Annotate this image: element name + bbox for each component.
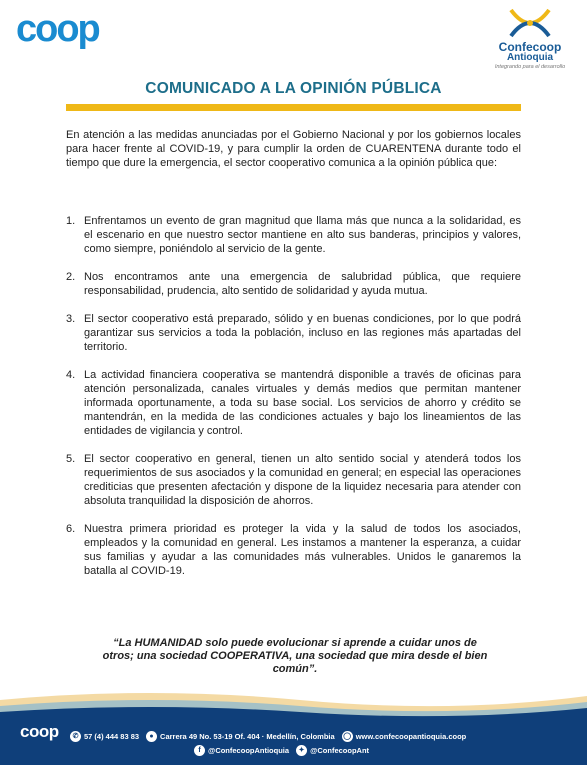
list-item: [66, 368, 521, 438]
footer-social-row: [194, 745, 369, 756]
footer-contact-row: [70, 731, 466, 742]
item-number: 5.: [66, 453, 76, 465]
phone-icon: ✆: [70, 731, 81, 742]
item-number: 6.: [66, 523, 76, 535]
footer-twitter[interactable]: @ConfecoopAnt: [310, 746, 370, 755]
footer-facebook[interactable]: @ConfecoopAntioquia: [208, 746, 290, 755]
item-text: El sector cooperativo en general, tienen un alto sentido social y atenderá todos los requerimientos de sus asociados y la comunidad en general; en especial las operaciones crediticias que presenten afectación y dispone de la liquidez necesaria para atender con absoluta tranquilidad la disposición de ahorros.: [84, 453, 521, 507]
item-text: La actividad financiera cooperativa se mantendrá disponible a través de oficinas para atención personalizada, canales virtuales y demás medios que permitan mantener informada oportunamente, a toda su base social. Los servicios de ahorro y crédito se mantendrán, en la medida de las condiciones actuales y bajo los lineamientos de las entidades de vigilancia y control.: [84, 369, 521, 437]
svg-text:coop: coop: [16, 8, 99, 50]
list-item: [66, 312, 521, 354]
footer-phone: 57 (4) 444 83 83: [84, 732, 140, 741]
logo-name-confecoop: Confecoop: [498, 40, 562, 54]
intro-paragraph: En atención a las medidas anunciadas por el Gobierno Nacional y por los gobiernos locales para hacer frente al COVID-19, y para cumplir la orden de CUARENTENA durante todo el tiempo que dure la emergencia, el sector cooperativo comunica a la opinión pública que:: [66, 129, 521, 169]
coop-logo: [16, 8, 112, 52]
location-pin-icon: ●: [146, 731, 157, 742]
footer-address: Carrera 49 No. 53-19 Of. 404 · Medellín, Colombia: [160, 732, 335, 741]
page-title: COMUNICADO A LA OPINIÓN PÚBLICA: [145, 80, 442, 97]
list-item: [66, 452, 521, 508]
item-text: Nuestra primera prioridad es proteger la vida y la salud de todos los asociados, empleados y la comunidad en general. Les instamos a mantener la esperanza, a cuidar sus familias y ayudar a las comunidades más vulnerables. Unidos le ganaremos la batalla al COVID-19.: [84, 523, 521, 577]
statement-list: [66, 214, 521, 578]
globe-icon: ◯: [343, 733, 352, 740]
item-text: El sector cooperativo está preparado, sólido y en buenas condiciones, por lo que podrá garantizar sus servicios a toda la población, incluso en las regiones más apartadas del territorio.: [84, 313, 521, 353]
item-number: 2.: [66, 271, 76, 283]
list-item: [66, 214, 521, 256]
list-item: [66, 522, 521, 578]
confecoop-mark-icon: [507, 6, 553, 40]
twitter-icon: ✦: [296, 745, 307, 756]
footer-coop-logo: coop: [20, 722, 59, 741]
title-underline-bar: [66, 104, 521, 111]
logo-name-antioquia: Antioquia: [506, 52, 554, 63]
logo-tagline: Integrando para el desarrollo: [494, 64, 566, 70]
facebook-icon: f: [194, 745, 205, 756]
item-number: 1.: [66, 215, 76, 227]
item-number: 4.: [66, 369, 76, 381]
item-text: Nos encontramos ante una emergencia de salubridad pública, que requiere responsabilidad, prudencia, alto sentido de solidaridad y ayuda mutua.: [84, 271, 521, 297]
footer-website[interactable]: www.confecoopantioquia.coop: [355, 732, 467, 741]
closing-quote: “La HUMANIDAD solo puede evolucionar si aprende a cuidar unos de otros; una sociedad COOPERATIVA, una sociedad que mira desde el bien común”.: [102, 637, 488, 675]
confecoop-antioquia-logo: [489, 6, 571, 82]
item-number: 3.: [66, 313, 76, 325]
list-item: [66, 270, 521, 298]
item-text: Enfrentamos un evento de gran magnitud que llama más que nunca a la solidaridad, es el escenario en que nuestro sector mantiene en alto sus banderas, principios y valores, como siempre, poniéndolo al servicio de la gente.: [84, 215, 521, 255]
